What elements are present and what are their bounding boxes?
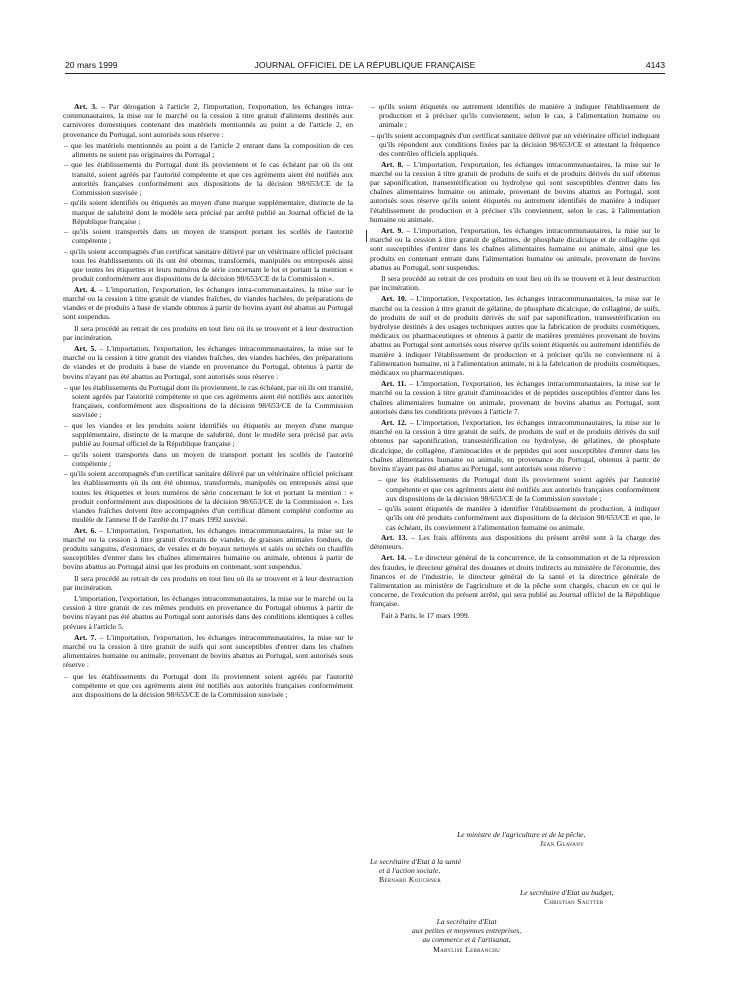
article-number: Art. 5. — [74, 344, 97, 354]
article-paragraph — [63, 285, 353, 322]
article-paragraph — [370, 160, 660, 224]
signature-pme — [412, 917, 521, 954]
article-paragraph — [63, 633, 353, 670]
article-number: Art. 13. — [381, 532, 408, 542]
signature-role: aux petites et moyennes entreprises, — [412, 926, 522, 936]
article-number: Art. 10. — [381, 294, 407, 304]
list-item: – qu'ils soient étiquetés ou autrement identifiés de manière à indiquer l'établissement de production et à préciser qu'ils conviennent, selon le cas, à l'alimentation humaine ou animale ; — [371, 102, 660, 130]
list-item: – qu'ils soient accompagnés d'un certificat sanitaire délivré par un vétérinaire officiel indiquant qu'ils répondent aux conditions fixées par la décision 98/653/CE et attestant la fréquence des contrôles officiels appliqués. — [371, 130, 660, 159]
list-item: – que les établissements du Portugal dont ils proviennent, le cas échéant, par où ils ont transité, soient agréés par l'autorité compétente et que ces agréments aient été notifiés aux autorités françaises, conformément aux dispositions de la décision 98/653/CE de la Commission susvisée ; — [64, 382, 353, 420]
article-number: Art. 3. — [74, 102, 98, 111]
article-text: – L'importation, l'exportation, les échanges intra-communautaires, la mise sur le marché ou la cession à titre gratuit de viandes fraîches, de viandes hachées, de préparations de viandes et de produits à base de viande obtenus à partir de bovins ayant été abattus au Portugal sont suspendus. — [63, 284, 353, 322]
signature-role: Le ministre de l'agriculture et de la pêche, — [457, 830, 586, 839]
article-text: – L'importation, l'exportation, les échanges intracommunautaires, la mise sur le marché ou la cession à titre gratuit de produits de suifs et de produits dérivés du suif obtenus par saponification, transestérification ou hydrolyse qui sont susceptibles d'entrer dans les chaînes alimentaires humaine ou animale, provenant de bovins abattus au Portugal, sont autorisés sous réserve qu'ils soient étiquetés ou autrement identifiés de manière à indiquer l'établissement de production et à préciser s'ils conviennent, selon le cas, à l'alimentation humaine ou animale. — [370, 159, 660, 224]
signature-role: Le secrétaire d'Etat à la santé — [370, 857, 461, 866]
list-item: – qu'ils soient accompagnés d'un certificat sanitaire délivré par un vétérinaire officiel précisant tous les établissements où ils ont été obtenus, transformés, manipulés ou entreposés ainsi que toutes les étiquettes et leurs numéros de série concernant le lot et portant la mention « produit conformément aux dispositions de la décision 98/653/CE de la Commission ». — [64, 246, 353, 284]
article-paragraph — [370, 533, 660, 551]
list-item: – que les établissements du Portugal dont ils proviennent et le cas échéant par où ils ont transité, soient agréés par l'autorité compétente et que ces agréments aient été notifiés aux autorités françaises conformément aux dispositions de la décision 98/653/CE de la Commission susvisée ; — [64, 160, 353, 198]
signature-role: au commerce et à l'artisanat, — [422, 935, 511, 945]
article-paragraph — [370, 294, 660, 377]
article-text: – L'importation, l'exportation, les échanges intracommunautaires, la mise sur le marché ou la cession à titre gratuit de gélatine, de phosphate dicalcique, de collagène, de suifs, de produits de suif et de produits dérivés du suif par saponification, transestérification ou hydrolyse destinés à des usages techniques autres que la fabrication de produits cosmétiques, médicaux ou pharmaceutiques et obtenus à partir de matières premières provenant de bovins abattus au Portugal sont autorisés sous réserve qu'ils soient étiquetés ou autrement identifiés de manière à indiquer l'établissement de production et à préciser qu'ils ne conviennent ni à l'alimentation humaine, ni à l'alimentation animale, ni à la fabrication de produits cosmétiques, médicaux ou pharmaceutiques. — [370, 294, 660, 378]
article-number: Art. 6. — [74, 525, 97, 535]
list-item: – que les viandes et les produits soient identifiés ou étiquetés au moyen d'une marque supplémentaire, distincte de la marque de salubrité, dont le modèle sera précisé par avis publié au Journal officiel de la République française ; — [64, 420, 353, 449]
body-paragraph: L'importation, l'exportation, les échanges intracommunautaires, la mise sur le marché ou la cession à titre gratuit de ces mêmes produits en provenance du Portugal obtenus à partir de bovins n'ayant pas été abattus au Portugal sont autorisés dans des conditions identiques à celles prévues à l'article 5. — [63, 594, 353, 631]
header-rule — [65, 73, 665, 74]
article-paragraph — [63, 344, 353, 381]
signature-agriculture — [457, 830, 585, 848]
article-text: – L'importation, l'exportation, les échanges intracommunautaires, la mise sur le marché ou la cession à titre gratuit d'aminoacides et de peptides susceptibles d'entrer dans les chaînes alimentaires humaine ou animale, provenant de bovins abattus au Portugal, sont autorisés dans les conditions prévues à l'article 7. — [370, 379, 660, 416]
list-item: – que les établissements du Portugal dont ils proviennent soient agréés par l'autorité compétente et que ces agréments aient été notifiés aux autorités françaises conformément aux dispositions de la décision 98/653/CE de la Commission susvisée ; — [64, 671, 353, 700]
header-date: 20 mars 1999 — [65, 60, 118, 70]
article-paragraph — [370, 553, 660, 608]
list-item: – que les matériels mentionnés au point a de l'article 2 entrant dans la composition de ces aliments ne soient pas originaires du Portugal ; — [64, 140, 353, 160]
article-text: – L'importation, l'exportation, les échanges intracommunautaires, la mise sur le marché ou la cession à titre gratuit des viandes fraîches, des viandes hachées, des préparations de viandes et de produits à base de viande en provenance du Portugal, obtenus à partir de bovins n'ayant pas été abattus au Portugal, sont autorisés sous réserve : — [63, 344, 353, 381]
list-item: – qu'ils soient transportés dans un moyen de transport portant les scellés de l'autorité compétente ; — [64, 449, 353, 468]
article-text: – Les frais afférents aux dispositions du présent arrêté sont à la charge des détenteurs. — [370, 532, 660, 552]
article-number: Art. 7. — [74, 632, 97, 642]
body-paragraph: Fait à Paris, le 17 mars 1999. — [381, 610, 470, 620]
article-text: – Par dérogation à l'article 2, l'importation, l'exportation, les échanges intra-communautaires, la mise sur le marché ou la cession à titre gratuit d'aliments destinés aux carnivores domestiques contenant des matériels mentionnés au point a de l'article 2, en provenance du Portugal, sont autorisés sous réserve : — [63, 102, 353, 139]
signature-role: La secrétaire d'Etat — [436, 917, 497, 926]
article-text: – L'importation, l'exportation, les échanges intracommunautaires, la mise sur le marché ou la cession à titre gratuit de suifs qui sont susceptibles d'entrer dans les chaînes alimentaires humaine ou animale, provenant de bovins abattus au Portugal, sont autorisés sous réserve : — [63, 632, 353, 670]
article-number: Art. 14. — [381, 553, 407, 563]
article-paragraph — [63, 526, 353, 572]
signature-name: Jean Glavany — [540, 839, 585, 849]
signature-budget — [520, 888, 614, 906]
article-text: – L'importation, l'exportation, les échanges intracommunautaires, la mise sur le marché ou la cession à titre gratuit de suifs, de produits de suif et de produits dérivés du suif obtenus par saponification, transestérification ou hydrolyse, de gélatines, de phosphate dicalcique, de collagène, d'aminoacides et de peptides qui sont susceptibles d'entrer dans les chaînes alimentaires humaine ou animale, en provenance du Portugal, obtenus à partir de bovins n'ayant pas été abattus au Portugal, sont autorisés sous réserve : — [370, 418, 660, 474]
article-text: – L'importation, l'exportation, les échanges intracommunautaires, la mise sur le marché ou la cession à titre gratuit de gélatines, de phosphate dicalcique et de collagène qui sont susceptibles d'entrer dans les chaînes alimentaires humaine ou animale, ainsi que les produits en contenant entrant dans l'alimentation humaine ou animale, provenant de bovins abattus au Portugal, sont suspendus. — [370, 226, 660, 272]
list-item: – qu'ils soient étiquetés de manière à identifier l'établissement de production, à indiquer qu'ils ont été produits conformément aux dispositions de la décision 98/653/CE et que, le cas échéant, ils conviennent à l'alimentation humaine ou animale. — [378, 504, 660, 532]
signature-name: Christian Sautter — [544, 897, 604, 907]
body-paragraph: Il sera procédé au retrait de ces produits en tout lieu où ils se trouvent et à leur destruction par incinération. — [370, 274, 660, 293]
article-paragraph — [63, 102, 353, 139]
signature-name: Marylise Lebranchu — [433, 944, 501, 954]
article-number: Art. 8. — [381, 159, 404, 169]
signature-role: Le secrétaire d'Etat au budget, — [520, 888, 614, 897]
article-number: Art. 11. — [381, 379, 407, 389]
list-item: – qu'ils soient accompagnés d'un certificat sanitaire délivré par un vétérinaire officiel précisant les établissements où ils ont été obtenus, transformés, manipulés ou entreposés ainsi que toutes les étiquettes et leurs numéros de série concernant le lot et portant la mention : « produit conformément aux dispositions de la décision 98/653/CE de la Commission ». Les viandes fraîches doivent être accompagnées d'un certificat dûment complété conforme au modèle de l'annexe II de l'arrêté du 17 mars 1992 susvisé. — [64, 469, 353, 525]
body-paragraph: Il sera procédé au retrait de ces produits en tout lieu où ils se trouvent et à leur destruction par incinération. — [63, 323, 353, 342]
article-number: Art. 4. — [74, 284, 97, 294]
signature-role: et à l'action sociale, — [379, 866, 441, 876]
left-column — [63, 102, 353, 700]
journal-title: JOURNAL OFFICIEL DE LA RÉPUBLIQUE FRANÇAISE — [254, 60, 476, 70]
article-paragraph — [370, 379, 660, 416]
list-item: – qu'ils soient transportés dans un moyen de transport portant les scellés de l'autorité compétente ; — [64, 227, 353, 246]
article-number: Art. 9. — [381, 226, 404, 236]
list-item: – qu'ils soient identifiés ou étiquetés au moyen d'une marque supplémentaire, distincte de la marque de salubrité dont le modèle sera précisé par arrêté publié au Journal officiel de la République française ; — [64, 198, 353, 226]
article-paragraph — [370, 226, 660, 272]
margin-mark — [366, 230, 367, 242]
page-number: 4143 — [645, 60, 665, 70]
article-paragraph — [370, 418, 660, 473]
list-item: – que les établissements du Portugal dont ils proviennent soient agréés par l'autorité compétente et que ces agréments aient été notifiés aux autorités françaises conformément aux dispositions de la décision 98/653/CE de la Commission susvisée ; — [378, 475, 660, 503]
body-paragraph: Il sera procédé au retrait de ces produits en tout lieu où ils se trouvent et à leur destruction par incinération. — [63, 573, 353, 592]
page-header — [65, 60, 665, 72]
signature-sante — [370, 857, 461, 885]
right-column — [370, 102, 660, 622]
article-text: – L'importation, l'exportation, les échanges intracommunautaires, la mise sur le marché ou la cession à titre gratuit d'extraits de viandes, de graisses animales fondues, de produits sanguins, d'estomacs, de vessies et de boyaux nettoyés et salés ou séchés ou chauffés susceptibles d'entrer dans les chaînes alimentaires humaine ou animale, obtenus à partir de bovins abattus au Portugal ainsi que les produits en contenant, sont suspendus. — [63, 525, 353, 572]
article-number: Art. 12. — [381, 418, 407, 428]
signature-name: Bernard Kouchner — [379, 875, 441, 885]
article-text: – Le directeur général de la concurrence, de la consommation et de la répression des fraudes, le directeur général des douanes et droits indirects au ministère de l'économie, des finances et de l'industrie, le directeur général de la santé et la directrice générale de l'alimentation au ministère de l'agriculture et de la pêche sont chargés, chacun en ce qui le concerne, de l'exécution du présent arrêté, qui sera publié au Journal officiel de la République française. — [370, 553, 660, 609]
